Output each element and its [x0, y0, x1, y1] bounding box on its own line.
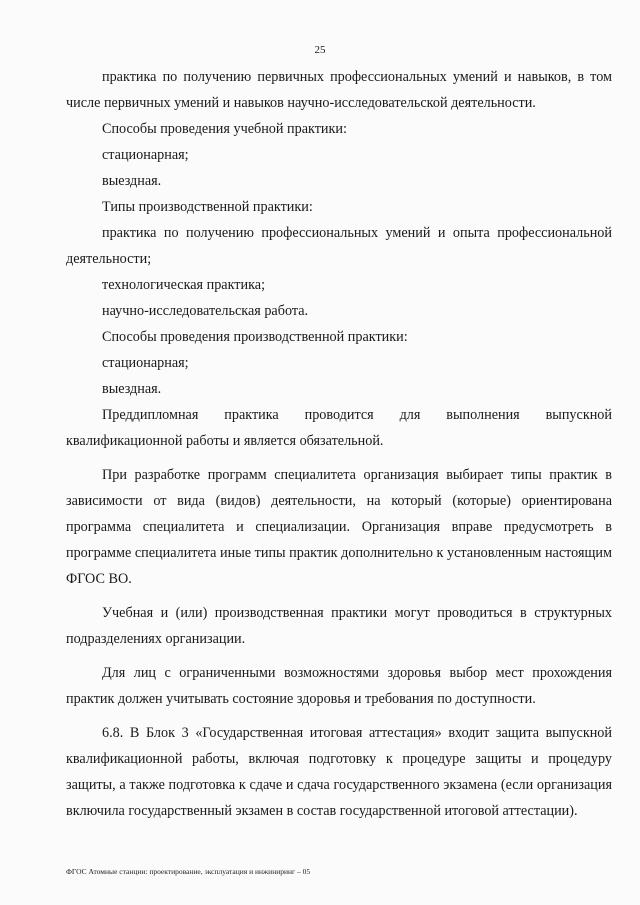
paragraph-production-practice-methods: Способы проведения производственной практики:: [102, 329, 408, 345]
list-item-technological-practice: технологическая практика;: [102, 277, 266, 293]
list-item-stationary: стационарная;: [102, 147, 189, 163]
list-item-stationary-2: стационарная;: [102, 355, 189, 371]
page-footer: ФГОС Атомные станции: проектирование, эксплуатация и инжиниринг – 05: [66, 867, 311, 876]
document-body: [66, 64, 612, 824]
paragraph-program-development: При разработке программ специалитета организация выбирает типы практик в зависимости от вида (видов) деятельности, на который (которые) ориентирована программа специалитета и специализации. Организация вправе предусмотреть в программе специалитета иные типы практик дополнительно к установленным настоящим ФГОС ВО.: [66, 467, 612, 587]
paragraph-pre-diploma-practice: Преддипломная практика проводится для выполнения выпускной квалификационной работы и является обязательной.: [66, 407, 612, 449]
list-item-field-2: выездная.: [102, 381, 162, 397]
list-item-professional-practice: практика по получению профессиональных умений и опыта профессиональной деятельности;: [66, 225, 612, 267]
paragraph-practice-continuation: практика по получению первичных профессиональных умений и навыков, в том числе первичных умений и навыков научно-исследовательской деятельности.: [66, 69, 612, 111]
paragraph-study-practice-methods: Способы проведения учебной практики:: [102, 121, 347, 137]
page-number: 25: [314, 44, 326, 56]
paragraph-accessibility: Для лиц с ограниченными возможностями здоровья выбор мест прохождения практик должен учитывать состояние здоровья и требования по доступности.: [66, 665, 612, 707]
paragraph-structural-units: Учебная и (или) производственная практики могут проводиться в структурных подразделениях организации.: [66, 605, 612, 647]
paragraph-production-practice-types: Типы производственной практики:: [102, 199, 313, 215]
paragraph-block-3: 6.8. В Блок 3 «Государственная итоговая аттестация» входит защита выпускной квалификационной работы, включая подготовку к процедуре защиты и процедуру защиты, а также подготовка к сдаче и сдача государственного экзамена (если организация включила государственный экзамен в состав государственной итоговой аттестации).: [66, 725, 612, 819]
list-item-field: выездная.: [102, 173, 162, 189]
list-item-research-work: научно-исследовательская работа.: [102, 303, 309, 319]
